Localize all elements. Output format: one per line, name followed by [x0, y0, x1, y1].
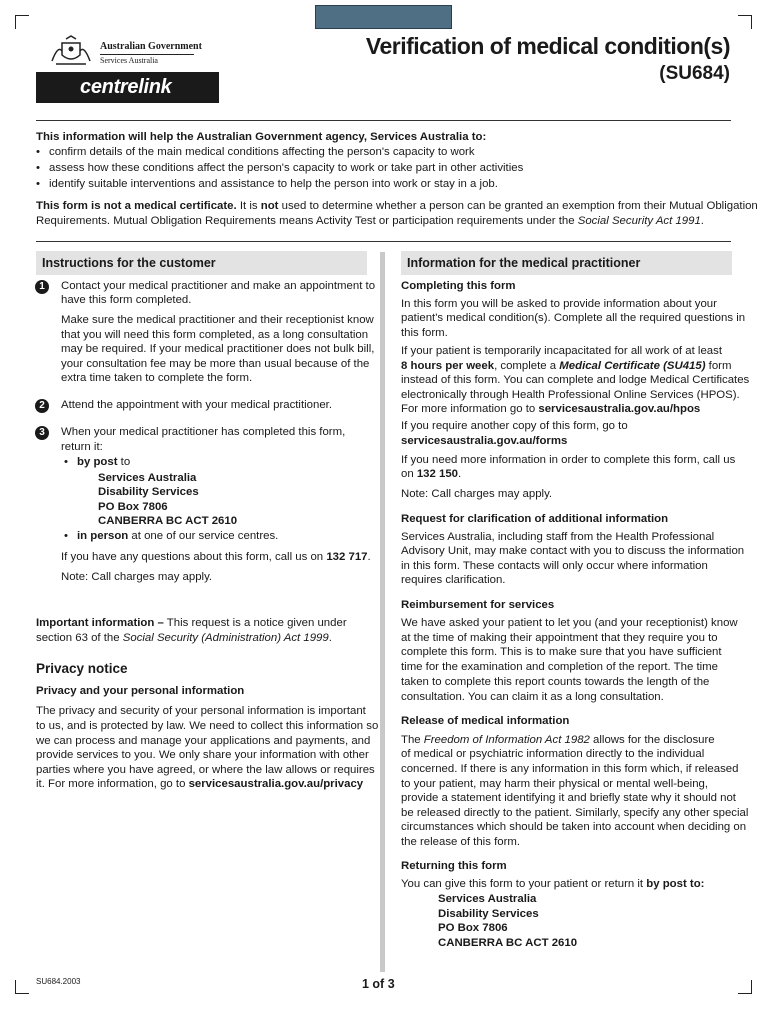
step-1b-line: extra time taken to complete the form.	[61, 372, 253, 384]
step-1b-line: Make sure the medical practitioner and their receptionist know	[61, 314, 374, 326]
hpos-link[interactable]: servicesaustralia.gov.au/hpos	[538, 403, 701, 415]
step-1b-line: that you will need this form completed, as a long consultation	[61, 329, 369, 341]
release-line: provide a statement identifying it and briefly state why it should not	[401, 792, 736, 804]
form-code: (SU684)	[659, 63, 730, 84]
privacy-subheading: Privacy and your personal information	[36, 685, 245, 697]
privacy-text-line: parties where you have agreed, or where the law allows or requires	[36, 764, 375, 776]
hpos-line: For more information go to servicesaustralia.gov.au/hpos	[401, 403, 701, 415]
privacy-text-line: provide services to you. We only share your information with other	[36, 749, 369, 761]
crop-mark-bottom-right	[738, 980, 752, 994]
column-divider	[380, 252, 385, 972]
intro-bullet: • assess how these conditions affect the person's capacity to work or take part in other activities	[49, 161, 523, 176]
release-line-1: The Freedom of Information Act 1982 allows for the disclosure	[401, 734, 715, 746]
step-1b-line: may be required. If your medical practitioner does not bulk bill,	[61, 343, 375, 355]
postal-address-line: CANBERRA BC ACT 2610	[438, 937, 578, 949]
release-line: be released directly to the patient. Similarly, specify any other special	[401, 807, 749, 819]
step-3-line: When your medical practitioner has completed this form,	[61, 426, 346, 438]
reimbursement-line: time for the examination and completion of the report. The time	[401, 661, 718, 673]
important-info-line-2: section 63 of the Social Security (Administration) Act 1999.	[36, 632, 332, 644]
privacy-text-last: it. For more information, go to servicesaustralia.gov.au/privacy	[36, 778, 364, 790]
privacy-text-line: to us, and is protected by law. We need to collect this information so	[36, 720, 379, 732]
forms-link[interactable]: servicesaustralia.gov.au/forms	[401, 435, 568, 447]
temporary-line: instead of this form. You can complete and lodge Medical Certificates	[401, 374, 750, 386]
logo-divider	[100, 54, 194, 55]
reimbursement-line: complete this form. This is to make sure that you have sufficient	[401, 646, 722, 658]
request-line: Services Australia, including staff from the Health Professional	[401, 531, 715, 543]
reimbursement-line: We have asked your patient to let you (and your receptionist) know	[401, 617, 738, 629]
centrelink-banner	[36, 72, 219, 103]
release-line: to your patient, may harm their physical or mental well-being,	[401, 778, 709, 790]
completing-line: patient's medical condition(s). Complete all the required questions in	[401, 312, 746, 324]
page-title: Verification of medical condition(s)	[365, 33, 730, 59]
postal-address-line: CANBERRA BC ACT 2610	[98, 515, 238, 527]
postal-address-line: Services Australia	[98, 472, 197, 484]
privacy-text-line: The privacy and security of your personal information is important	[36, 705, 366, 717]
crop-mark-top-left	[15, 15, 29, 29]
postal-address-line: PO Box 7806	[98, 501, 168, 513]
step-number-3: 3	[35, 426, 49, 440]
section-heading-customer: Instructions for the customer	[36, 251, 367, 275]
important-info-line-1: Important information – This request is a notice given under	[36, 617, 347, 629]
step-1-line: Contact your medical practitioner and make an appointment to	[61, 280, 376, 292]
reimbursement-line: taken to complete this report counts towards the length of the	[401, 676, 710, 688]
release-line: circumstances which should be taken into account when deciding on	[401, 821, 747, 833]
intro-lead: This information will help the Australian Government agency, Services Australia to:	[36, 131, 487, 143]
step-2-text: Attend the appointment with your medical practitioner.	[61, 399, 332, 411]
release-line: concerned. If there is any information in this form which, if released	[401, 763, 739, 775]
step-number-1: 1	[35, 280, 49, 294]
returning-line: You can give this form to your patient or return it by post to:	[401, 878, 705, 890]
call-charges-note: Note: Call charges may apply.	[61, 571, 213, 583]
reimbursement-line: at the time of making their appointment that they require you to	[401, 632, 718, 644]
completing-line: this form.	[401, 327, 448, 339]
centrelink-logo-text: centrelink	[80, 76, 172, 98]
release-line: of medical or psychiatric information directly to the individual	[401, 748, 705, 760]
by-post-option: • by post to	[77, 455, 130, 470]
form-identifier: SU684.2003	[36, 977, 81, 986]
step-3-line: return it:	[61, 441, 103, 453]
temporary-line-2: 8 hours per week, complete a Medical Certificate (SU415) form	[401, 360, 732, 372]
agency-name: Services Australia	[100, 56, 158, 65]
barcode-strip	[315, 5, 452, 29]
privacy-text-line: we can process and manage your applications and payments, and	[36, 735, 371, 747]
postal-address-line: Disability Services	[98, 486, 199, 498]
more-info-line-1: If you need more information in order to complete this form, call us	[401, 454, 736, 466]
intro-rule	[36, 241, 731, 242]
crop-mark-bottom-left	[15, 980, 29, 994]
reimbursement-line: consultation. You can claim it as a long consultation.	[401, 691, 664, 703]
more-info-line-2: on 132 150.	[401, 468, 462, 480]
crop-mark-top-right	[738, 15, 752, 29]
completing-line: In this form you will be asked to provide information about your	[401, 298, 717, 310]
request-line: requires clarification.	[401, 574, 506, 586]
request-line: in this form. These contacts will only occur where information	[401, 560, 708, 572]
postal-address-line: PO Box 7806	[438, 922, 508, 934]
section-heading-practitioner: Information for the medical practitioner	[401, 251, 732, 275]
not-certificate-line-2: Requirements. Mutual Obligation Requirements means Activity Test or participation requirements under the Social Security Act 1991.	[36, 215, 704, 227]
page-number: 1 of 3	[362, 977, 395, 991]
call-charges-note: Note: Call charges may apply.	[401, 488, 553, 500]
in-person-option: • in person at one of our service centres.	[77, 529, 278, 544]
temporary-line: electronically through Health Professional Online Services (HPOS).	[401, 389, 740, 401]
completing-heading: Completing this form	[401, 280, 516, 292]
postal-address-line: Disability Services	[438, 908, 539, 920]
not-certificate-line-1: This form is not a medical certificate. It is not used to determine whether a person can be granted an exemption from their Mutual Obligation	[36, 200, 758, 212]
privacy-heading: Privacy notice	[36, 661, 128, 676]
release-heading: Release of medical information	[401, 715, 570, 727]
intro-bullet: • identify suitable interventions and assistance to help the person into work or stay in a job.	[49, 177, 498, 192]
temporary-line-1: If your patient is temporarily incapacitated for all work of at least	[401, 345, 722, 357]
request-heading: Request for clarification of additional information	[401, 513, 669, 525]
copy-line: If you require another copy of this form, go to	[401, 420, 628, 432]
step-number-2: 2	[35, 399, 49, 413]
release-line: the release of this form.	[401, 836, 521, 848]
reimbursement-heading: Reimbursement for services	[401, 599, 555, 611]
step-1b-line: your consultation fee may be more than usual because of the	[61, 358, 370, 370]
privacy-link[interactable]: servicesaustralia.gov.au/privacy	[188, 778, 364, 790]
coat-of-arms-icon	[48, 35, 94, 67]
step-1-line: have this form completed.	[61, 294, 192, 306]
government-name: Australian Government	[100, 41, 202, 52]
postal-address-line: Services Australia	[438, 893, 537, 905]
header-rule	[36, 120, 731, 121]
intro-bullet: • confirm details of the main medical conditions affecting the person's capacity to work	[49, 145, 475, 160]
questions-text: If you have any questions about this form, call us on 132 717.	[61, 551, 371, 563]
returning-heading: Returning this form	[401, 860, 507, 872]
request-line: Advisory Unit, may make contact with you to discuss the information	[401, 545, 745, 557]
